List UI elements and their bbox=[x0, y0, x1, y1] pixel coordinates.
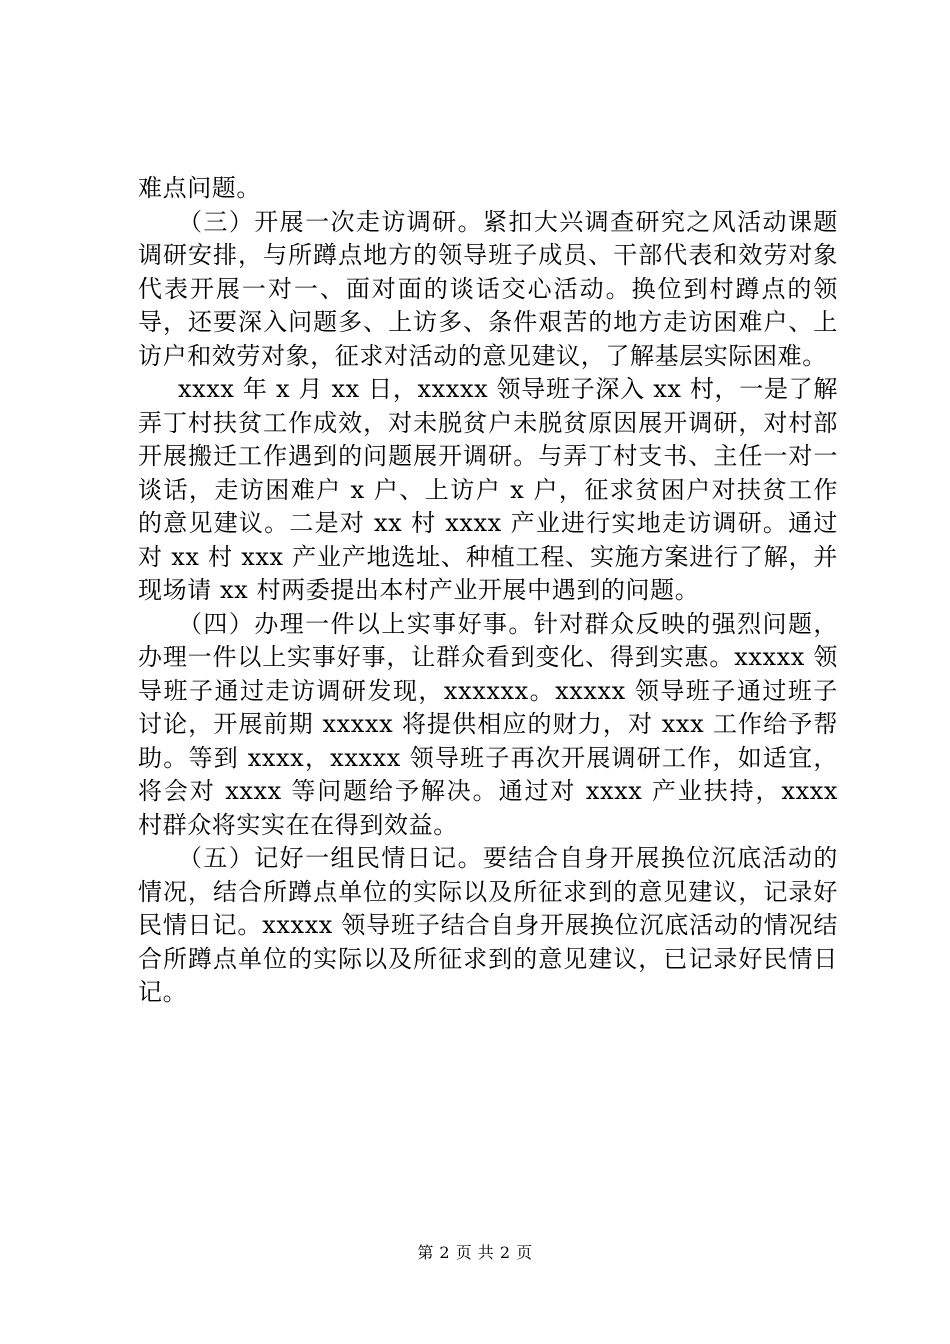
paragraph-section-four: （四）办理一件以上实事好事。针对群众反映的强烈问题，办理一件以上实事好事，让群众看到变化、得到实惠。xxxxx 领导班子通过走访调研发现，xxxxxx。xxxxx 领导班子通过班子讨论，开展前期 xxxxx 将提供相应的财力，对 xxx 工作给予帮助。等到 xxxx，xxxxx 领导班子再次开展调研工作，如适宜，将会对 xxxx 等问题给予解决。通过对 xxxx 产业扶持，xxxx 村群众将实实在在得到效益。 bbox=[138, 609, 838, 839]
paragraph-visit-details: xxxx 年 x 月 xx 日，xxxxx 领导班子深入 xx 村，一是了解弄丁村扶贫工作成效，对未脱贫户未脱贫原因展开调研，对村部开展搬迁工作遇到的问题展开调研。与弄丁村支书、主任一对一谈话，走访困难户 x 户、上访户 x 户，征求贫困户对扶贫工作的意见建议。二是对 xx 村 xxxx 产业进行实地走访调研。通过对 xx 村 xxx 产业产地选址、种植工程、实施方案进行了解，并现场请 xx 村两委提出本村产业开展中遇到的问题。 bbox=[138, 375, 838, 604]
paragraph-section-three: （三）开展一次走访调研。紧扣大兴调查研究之风活动课题调研安排，与所蹲点地方的领导班子成员、干部代表和效劳对象代表开展一对一、面对面的谈话交心活动。换位到村蹲点的领导，还要深入问题多、上访多、条件艰苦的地方走访困难户、上访户和效劳对象，征求对活动的意见建议，了解基层实际困难。 bbox=[138, 207, 838, 370]
paragraph-section-five: （五）记好一组民情日记。要结合自身开展换位沉底活动的情况，结合所蹲点单位的实际以及所征求到的意见建议，记录好民情日记。xxxxx 领导班子结合自身开展换位沉底活动的情况结合所蹲点单位的实际以及所征求到的意见建议，已记录好民情日记。 bbox=[138, 844, 838, 1006]
page-number-footer: 第 2 页 共 2 页 bbox=[417, 1243, 533, 1262]
document-body bbox=[138, 172, 838, 1010]
paragraph-continuation: 难点问题。 bbox=[138, 174, 261, 202]
